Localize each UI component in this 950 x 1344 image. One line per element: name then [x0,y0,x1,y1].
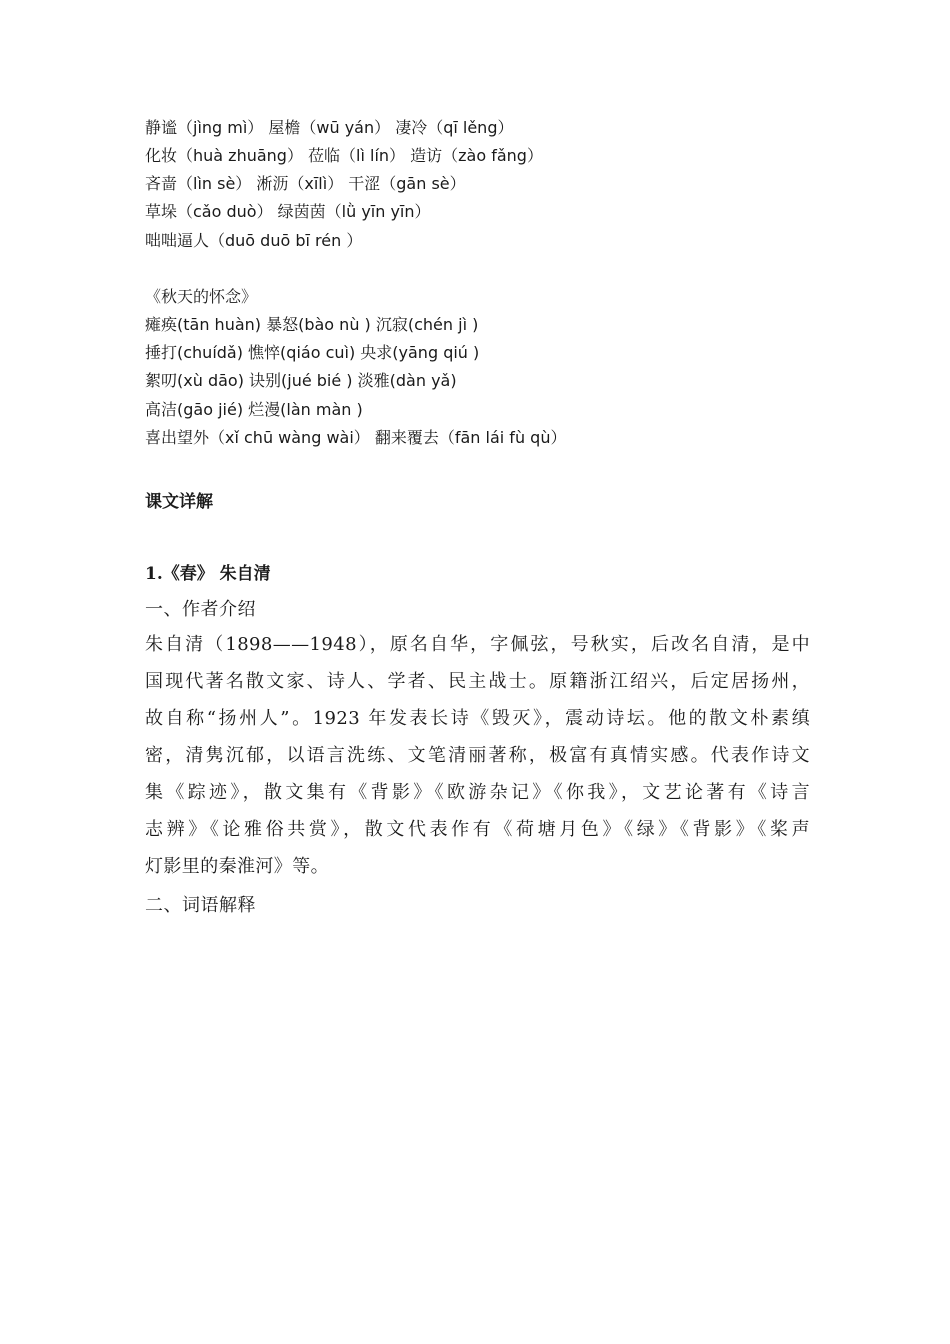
paragraph-line: 集《踪迹》，散文集有《背影》《欧游杂记》《你我》，文艺论著有《诗言 [145,782,810,803]
paragraph-line: 朱自清（1898——1948），原名自华，字佩弦，号秋实，后改名自清，是中 [145,634,810,655]
vocab-line: 静谧（jìng mì） 屋檐（wū yán） 凄冷（qī lěng） [145,118,514,137]
paragraph-line: 灯影里的秦淮河》等。 [145,856,329,877]
vocab-line: 瘫痪(tān huàn) 暴怒(bào nù ) 沉寂(chén jì ) [145,315,479,334]
paragraph-line: 志辨》《论雅俗共赏》，散文代表作有《荷塘月色》《绿》《背影》《桨声 [145,819,810,840]
paragraph-line: 密，清隽沉郁，以语言洗练、文笔清丽著称，极富有真情实感。代表作诗文 [145,745,810,766]
vocab-line: 吝啬（lìn sè） 淅沥（xīlì） 干涩（gān sè） [145,174,466,193]
vocab-line: 化妆（huà zhuāng） 莅临（lì lín） 造访（zào fǎng） [145,146,543,165]
paragraph-line: 故自称“扬州人”。1923 年发表长诗《毁灭》，震动诗坛。他的散文朴素缜 [145,708,810,729]
subheading-author-intro: 一、作者介绍 [145,599,256,620]
main-heading: 课文详解 [145,492,213,512]
vocab-line: 高洁(gāo jié) 烂漫(làn màn ) [145,400,363,419]
vocab-line: 草垛（cǎo duò） 绿茵茵（lǜ yīn yīn） [145,202,431,221]
author-intro-paragraph [145,626,810,885]
lesson-title: 1.《春》 朱自清 [145,564,271,584]
vocab-line: 絮叨(xù dāo) 诀别(jué bié ) 淡雅(dàn yǎ) [145,371,457,390]
paragraph-line: 国现代著名散文家、诗人、学者、民主战士。原籍浙江绍兴，后定居扬州， [145,671,810,692]
section-title: 《秋天的怀念》 [145,287,258,306]
vocab-line: 咄咄逼人（duō duō bī rén ） [145,231,363,250]
vocab-line: 喜出望外（xǐ chū wàng wài） 翻来覆去（fān lái fù qù） [145,428,567,447]
vocab-line: 捶打(chuídǎ) 憔悴(qiáo cuì) 央求(yāng qiú ) [145,343,480,362]
subheading-word-explanation: 二、词语解释 [145,895,256,916]
